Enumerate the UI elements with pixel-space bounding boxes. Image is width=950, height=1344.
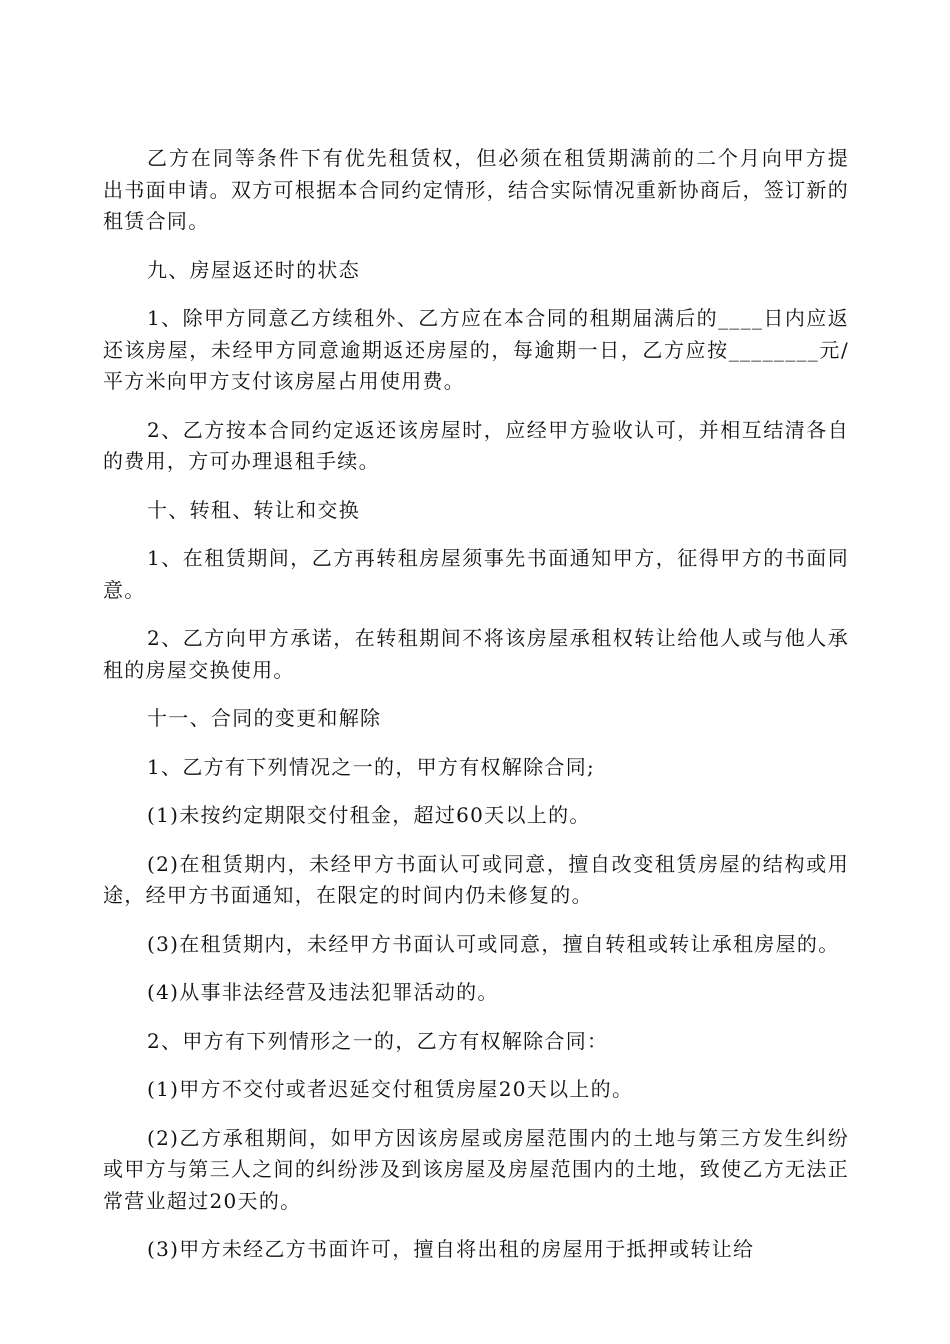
section-heading-ten: 十、转租、转让和交换 [147, 497, 360, 522]
section-heading-eleven: 十一、合同的变更和解除 [147, 706, 382, 730]
list-item: (4)从事非法经营及违法犯罪活动的。 [147, 980, 499, 1004]
list-item: (1)未按约定期限交付租金，超过60天以上的。 [147, 803, 591, 827]
paragraph-lessee-termination-rights: 2、甲方有下列情形之一的，乙方有权解除合同： [147, 1028, 609, 1053]
paragraph-lessor-termination-rights: 1、乙方有下列情况之一的，甲方有权解除合同; [147, 754, 596, 779]
list-item: (1)甲方不交付或者迟延交付租赁房屋20天以上的。 [147, 1077, 634, 1101]
paragraph-renewal-priority: 乙方在同等条件下有优先租赁权，但必须在租赁期满前的二个月向甲方提出书面申请。双方可根据本合同约定情形，结合实际情况重新协商后，签订新的租赁合同。 [103, 146, 849, 233]
list-item: (2)在租赁期内，未经甲方书面认可或同意，擅自改变租赁房屋的结构或用途，经甲方书面通知，在限定的时间内仍未修复的。 [103, 851, 849, 907]
paragraph-sublease-promise: 2、乙方向甲方承诺，在转租期间不将该房屋承租权转让给他人或与他人承租的房屋交换使用。 [103, 626, 849, 682]
paragraph-sublease-notice: 1、在租赁期间，乙方再转租房屋须事先书面通知甲方，征得甲方的书面同意。 [103, 546, 849, 602]
list-item: (3)在租赁期内，未经甲方书面认可或同意，擅自转租或转让承租房屋的。 [147, 931, 840, 956]
document-body [103, 143, 849, 1283]
list-item: (3)甲方未经乙方书面许可，擅自将出租的房屋用于抵押或转让给 [147, 1237, 755, 1261]
paragraph-return-deadline: 1、除甲方同意乙方续租外、乙方应在本合同的租期届满后的____日内应返还该房屋，未经甲方同意逾期返还房屋的，每逾期一日，乙方应按________元/平方米向甲方支付该房屋占用使用费。 [103, 306, 849, 393]
section-heading-nine: 九、房屋返还时的状态 [147, 257, 360, 282]
paragraph-return-inspection: 2、乙方按本合同约定返还该房屋时，应经甲方验收认可，并相互结清各自的费用，方可办理退租手续。 [103, 417, 849, 473]
list-item: (2)乙方承租期间，如甲方因该房屋或房屋范围内的土地与第三方发生纠纷或甲方与第三人之间的纠纷涉及到该房屋及房屋范围内的土地，致使乙方无法正常营业超过20天的。 [103, 1125, 849, 1213]
